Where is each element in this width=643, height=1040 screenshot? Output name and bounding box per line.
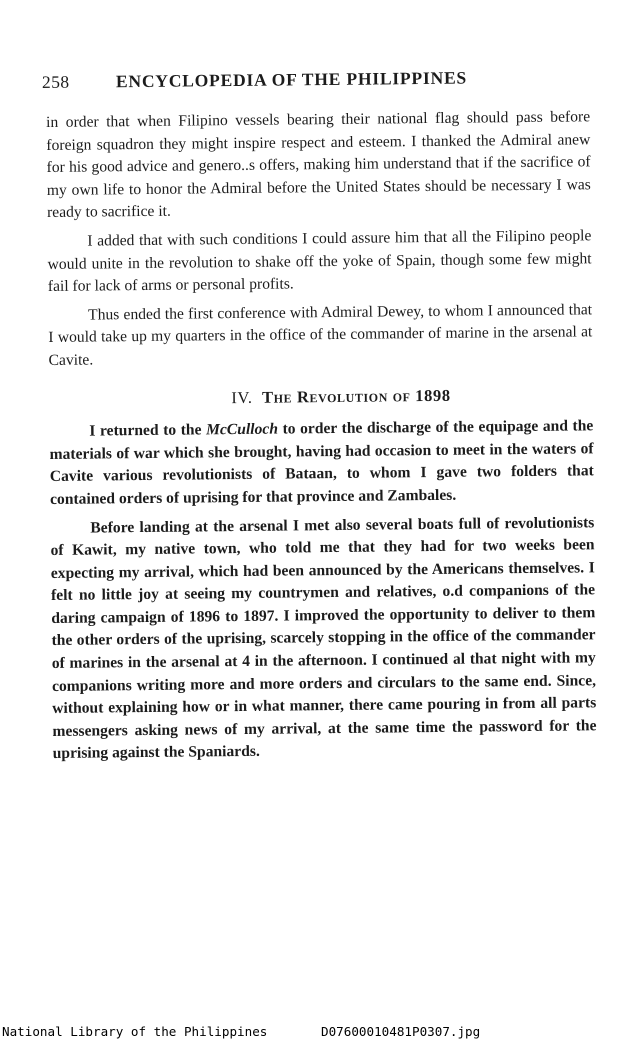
paragraph: Thus ended the first conference with Admiral Dewey, to whom I announced that I would take up my quarters in the office of the commander of marine in the arsenal at Cavite.: [48, 301, 593, 369]
paragraph: [49, 415, 594, 511]
ship-name: McCulloch: [205, 420, 279, 439]
section-heading: [49, 383, 593, 411]
page-number: 258: [41, 71, 70, 92]
paragraph: I added that with such conditions I could assure him that all the Filipino people would unite in the revolution to shake off the yoke of Spain, though some few might fail for lack of arms or personal profits.: [47, 227, 592, 296]
paragraph: Before landing at the arsenal I met also several boats full of revolutionists of Kawit, my native town, who told me that they had for two weeks been expecting my arrival, which had been announced by the Americans themselves. I felt no little joy at seeing my countrymen and relatives, o.d companions of the daring campaign of 1896 to 1897. I improved the opportunity to deliver to them the other orders of the uprising, scarcely stopping in the office of the commander of marines in the arsenal at 4 in the afternoon. I continued al that night with my companions writing more and more orders and circulars to the same end. Since, without explaining how or in what manner, there came pouring in from all parts messengers asking news of my arrival, at the same time the password for the uprising against the Spaniards.: [50, 513, 597, 763]
section-title: The Revolution of 1898: [261, 385, 451, 407]
running-header: [42, 66, 602, 93]
section-numeral: IV.: [231, 387, 253, 407]
paragraph-continued: in order that when Filipino vessels bearing their national flag should pass before foreign squadron they might inspire respect and esteem. I thanked the Admiral anew for his good advice and genero..s offers, making him understand that if the sacrifice of my own life to honor the Admiral before the United States should be necessary I was ready to sacrifice it.: [46, 108, 591, 222]
page-body: [46, 106, 597, 766]
library-credit: National Library of the Philippines: [2, 1024, 268, 1039]
paragraph-text: I returned to the: [89, 421, 207, 440]
scan-footer: [0, 1023, 643, 1040]
image-filename: D07600010481P0307.jpg: [321, 1024, 481, 1039]
paragraph-text: to order the discharge of the equipage and the materials of war which she brought, having had occasion to meet in the waters of Cavite various revolutionists of Bataan, to whom I gave two folders that contained orders of uprising for that province and Zambales.: [49, 417, 594, 508]
book-title: ENCYCLOPEDIA OF THE PHILIPPINES: [115, 67, 468, 92]
